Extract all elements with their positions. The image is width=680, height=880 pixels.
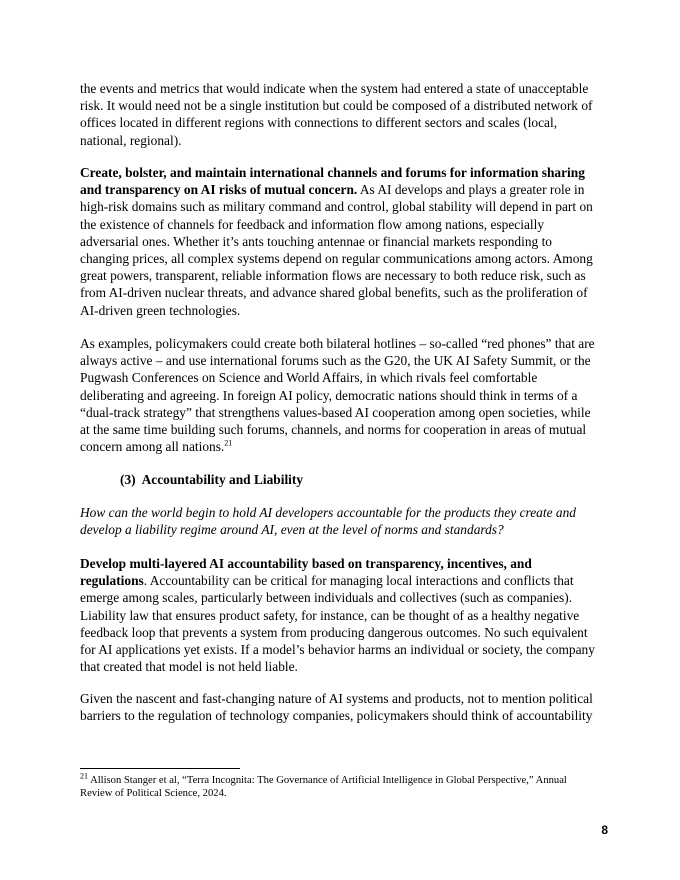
- paragraph-text: As AI develops and plays a greater role in high-risk domains such as military command and control, global stability will depend in part on the existence of channels for feedback and information flow among nations, especially adversarial ones. Whether it’s ants touching antennae or financial markets responding to changing prices, all complex systems depend on regular communications among actors. Among great powers, transparent, reliable information flows are necessary to both reduce risk, such as from AI-driven nuclear threats, and advance shared global benefits, such as the proliferation of AI-driven green technologies.: [80, 182, 593, 318]
- paragraph-text: As examples, policymakers could create both bilateral hotlines – so-called “red phones” that are always active – and use international forums such as the G20, the UK AI Safety Summit, or the Pugwash Conferences on Science and World Affairs, in which rivals feel comfortable deliberating and agreeing. In foreign AI policy, democratic nations should think in terms of a “dual-track strategy” that strengthens values-based AI cooperation among open societies, while at the same time building such forums, channels, and norms for cooperation in areas of mutual concern among all nations.: [80, 336, 595, 455]
- paragraph-nascent-systems: [80, 690, 600, 724]
- page-number: 8: [601, 823, 608, 837]
- footnote-text: Allison Stanger et al, “Terra Incognita: The Governance of Artificial Intelligence in Global Perspective,” Annual Review of Political Science, 2024.: [80, 775, 567, 799]
- paragraph-risk-network: [80, 80, 600, 149]
- section-question: [80, 504, 600, 538]
- paragraph-text: Given the nascent and fast-changing nature of AI systems and products, not to mention political barriers to the regulation of technology companies, policymakers should think of accountability: [80, 691, 593, 724]
- section-title: Accountability and Liability: [141, 472, 304, 487]
- footnote-reference[interactable]: 21: [224, 438, 233, 448]
- paragraph-lead-bold: Develop multi-layered AI accountability based on transparency, incentives, and regulations: [80, 556, 532, 589]
- paragraph-examples: [80, 335, 600, 455]
- paragraph-information-channels: [80, 164, 600, 319]
- question-text: How can the world begin to hold AI developers accountable for the products they create and develop a liability regime around AI, even at the level of norms and standards?: [80, 505, 576, 538]
- paragraph-accountability: [80, 555, 600, 675]
- footnote: [80, 771, 600, 800]
- paragraph-lead-bold: Create, bolster, and maintain international channels and forums for information sharing and transparency on AI risks of mutual concern.: [80, 165, 585, 198]
- section-heading: [120, 471, 303, 488]
- section-number: (3): [120, 472, 136, 487]
- paragraph-text: the events and metrics that would indicate when the system had entered a state of unacceptable risk. It would need not be a single institution but could be composed of a distributed network of offices located in different regions with connections to different sectors and scales (local, national, regional).: [80, 81, 593, 148]
- footnote-divider: [80, 768, 240, 769]
- footnote-number: 21: [80, 771, 88, 781]
- paragraph-text: . Accountability can be critical for managing local interactions and conflicts that emerge among scales, particularly between individuals and collectives (such as companies). Liability law that ensures product safety, for instance, can be thought of as a healthy negative feedback loop that prevents a system from producing dangerous outcomes. No such equivalent for AI applications yet exists. If a model’s behavior harms an individual or society, the company that created that model is not held liable.: [80, 573, 595, 675]
